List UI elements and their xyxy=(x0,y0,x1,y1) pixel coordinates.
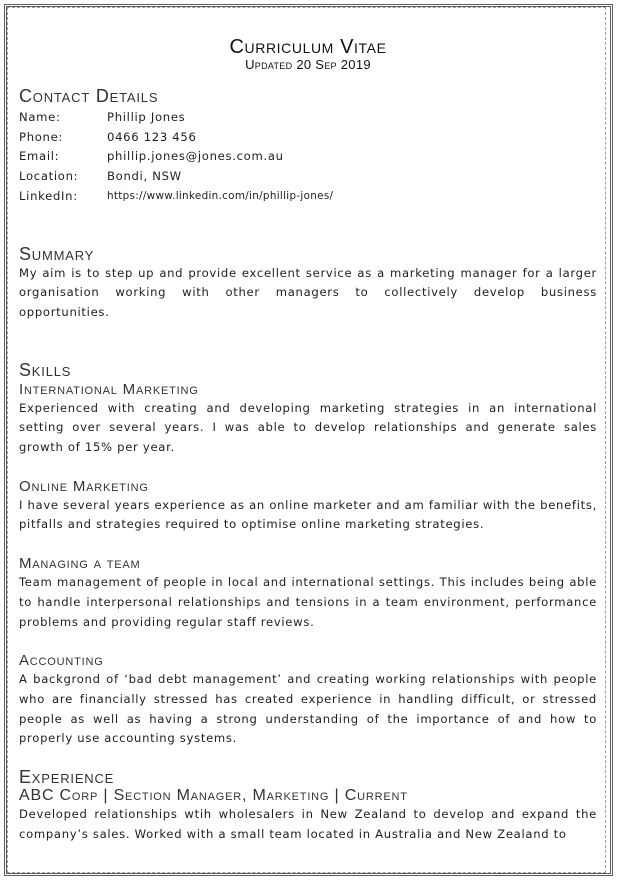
document-body xyxy=(19,36,597,844)
skill-title: International Marketing xyxy=(19,380,199,398)
skills-heading: Skills xyxy=(19,359,72,380)
contact-list xyxy=(19,108,597,207)
contact-value: phillip.jones@jones.com.au xyxy=(107,149,284,164)
job-title: ABC Corp | Section Manager, Marketing | Current xyxy=(19,787,408,805)
document-title: Curriculum Vitae xyxy=(229,36,387,58)
experience-heading: Experience xyxy=(19,767,115,788)
job-text: Developed relationships wtih wholesalers in New Zealand to develop and expand the company’s sales. Worked with a small team located in Australia and New Zealand to xyxy=(19,807,597,841)
summary-text: My aim is to step up and provide excellent service as a marketing manager for a larger organisation working with other managers to collectively develop business opportunities. xyxy=(19,265,597,319)
document-updated: Updated 20 Sep 2019 xyxy=(245,57,371,72)
contact-row-location xyxy=(19,167,597,187)
contact-label: Location: xyxy=(19,169,79,184)
contact-value: Bondi, NSW xyxy=(107,169,182,184)
contact-heading: Contact Details xyxy=(19,86,159,106)
skill-title: Accounting xyxy=(19,652,104,670)
contact-row-phone xyxy=(19,128,597,148)
skill-title: Managing a team xyxy=(19,555,141,573)
contact-label: Phone: xyxy=(19,129,64,144)
contact-value: 0466 123 456 xyxy=(107,129,197,144)
skill-text: A backgrond of ‘bad debt management’ and creating working relationships with people who are financially stressed has created experience in handling difficult, or stressed people as well as having a strong understanding of the importance of and how to properly use accounting systems. xyxy=(19,672,597,746)
skill-text: Team management of people in local and international settings. This includes being able to handle interpersonal relationships and tensions in a team environment, performance problems and providing regular staff reviews. xyxy=(19,575,597,629)
contact-value: Phillip Jones xyxy=(107,110,186,124)
skill-title: Online Marketing xyxy=(19,477,149,495)
contact-row-email xyxy=(19,147,597,167)
contact-row-linkedin xyxy=(19,187,597,207)
contact-label: LinkedIn: xyxy=(19,188,78,203)
linkedin-link[interactable]: https://www.linkedin.com/in/phillip-jones/ xyxy=(107,189,334,202)
contact-row-name xyxy=(19,108,597,128)
skill-text: I have several years experience as an online marketer and am familiar with the benefits, pitfalls and strategies required to optimise online marketing strategies. xyxy=(19,497,597,532)
contact-label: Name: xyxy=(19,110,61,124)
contact-label: Email: xyxy=(19,149,60,164)
summary-heading: Summary xyxy=(19,243,95,264)
skill-text: Experienced with creating and developing marketing strategies in an international setting over several years. I was able to develop relationships and generate sales growth of 15% per year. xyxy=(19,400,597,455)
